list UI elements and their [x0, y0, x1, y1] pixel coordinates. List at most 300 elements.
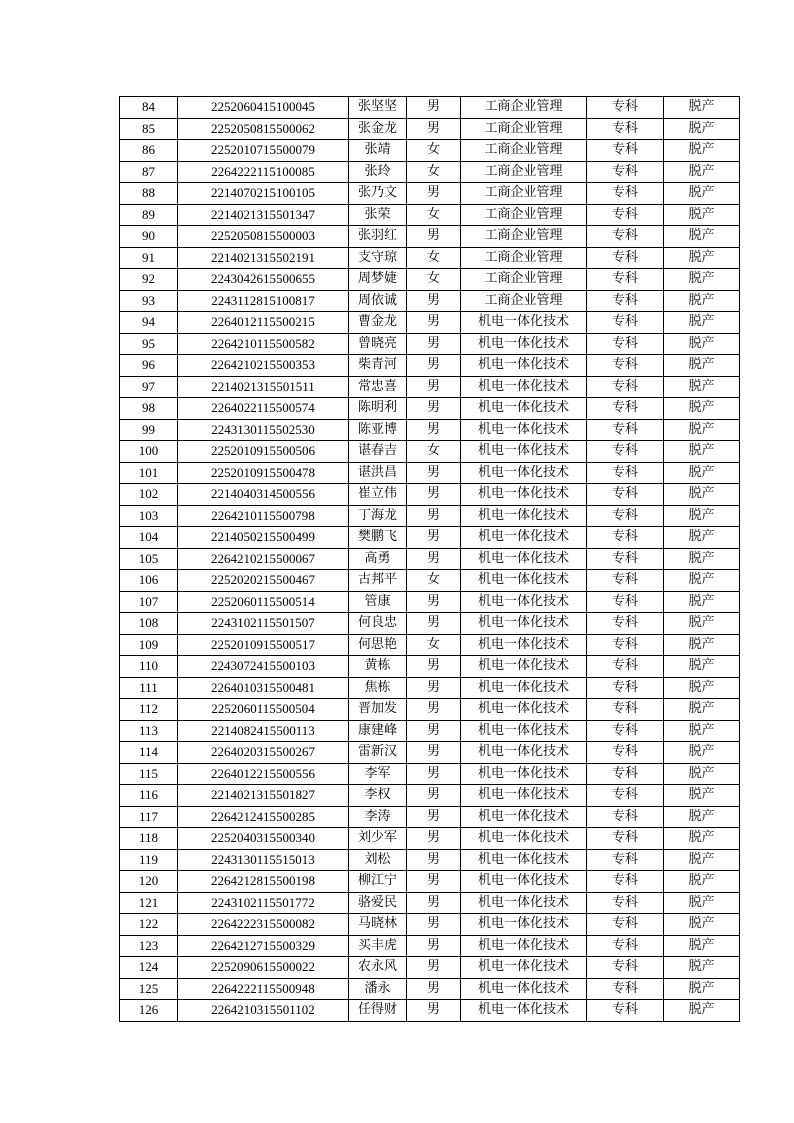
student-id-cell: 2252050815500062: [178, 118, 349, 140]
student-name-cell: 李军: [349, 763, 407, 785]
level-cell: 专科: [587, 634, 664, 656]
level-cell: 专科: [587, 97, 664, 119]
table-row: [120, 140, 740, 162]
student-name-cell: 陈亚博: [349, 419, 407, 441]
row-number-cell: 85: [120, 118, 178, 140]
study-mode-cell: 脱产: [664, 398, 740, 420]
student-name-cell: 谌洪昌: [349, 462, 407, 484]
study-mode-cell: 脱产: [664, 677, 740, 699]
study-mode-cell: 脱产: [664, 591, 740, 613]
study-mode-cell: 脱产: [664, 656, 740, 678]
row-number-cell: 126: [120, 1000, 178, 1022]
gender-cell: 女: [407, 269, 461, 291]
major-cell: 工商企业管理: [461, 161, 587, 183]
level-cell: 专科: [587, 871, 664, 893]
table-row: [120, 204, 740, 226]
row-number-cell: 109: [120, 634, 178, 656]
gender-cell: 男: [407, 419, 461, 441]
student-name-cell: 张玲: [349, 161, 407, 183]
table-row: [120, 892, 740, 914]
major-cell: 工商企业管理: [461, 118, 587, 140]
table-row: [120, 871, 740, 893]
student-id-cell: 2243042615500655: [178, 269, 349, 291]
table-row: [120, 978, 740, 1000]
table-row: [120, 656, 740, 678]
row-number-cell: 88: [120, 183, 178, 205]
level-cell: 专科: [587, 548, 664, 570]
row-number-cell: 122: [120, 914, 178, 936]
level-cell: 专科: [587, 935, 664, 957]
student-id-cell: 2214021315501827: [178, 785, 349, 807]
gender-cell: 男: [407, 806, 461, 828]
level-cell: 专科: [587, 355, 664, 377]
study-mode-cell: 脱产: [664, 269, 740, 291]
level-cell: 专科: [587, 183, 664, 205]
table-row: [120, 247, 740, 269]
study-mode-cell: 脱产: [664, 978, 740, 1000]
gender-cell: 男: [407, 484, 461, 506]
student-id-cell: 2264212815500198: [178, 871, 349, 893]
level-cell: 专科: [587, 591, 664, 613]
student-name-cell: 张荣: [349, 204, 407, 226]
major-cell: 机电一体化技术: [461, 333, 587, 355]
major-cell: 机电一体化技术: [461, 677, 587, 699]
row-number-cell: 89: [120, 204, 178, 226]
table-row: [120, 699, 740, 721]
student-name-cell: 骆爱民: [349, 892, 407, 914]
study-mode-cell: 脱产: [664, 226, 740, 248]
level-cell: 专科: [587, 161, 664, 183]
student-id-cell: 2243102115501772: [178, 892, 349, 914]
student-id-cell: 2252090615500022: [178, 957, 349, 979]
table-row: [120, 226, 740, 248]
student-id-cell: 2264210115500582: [178, 333, 349, 355]
major-cell: 机电一体化技术: [461, 720, 587, 742]
student-name-cell: 樊鹏飞: [349, 527, 407, 549]
row-number-cell: 105: [120, 548, 178, 570]
table-row: [120, 355, 740, 377]
table-row: [120, 634, 740, 656]
row-number-cell: 101: [120, 462, 178, 484]
study-mode-cell: 脱产: [664, 1000, 740, 1022]
major-cell: 机电一体化技术: [461, 828, 587, 850]
row-number-cell: 104: [120, 527, 178, 549]
major-cell: 机电一体化技术: [461, 398, 587, 420]
student-name-cell: 雷新汉: [349, 742, 407, 764]
row-number-cell: 86: [120, 140, 178, 162]
table-row: [120, 849, 740, 871]
table-row: [120, 97, 740, 119]
major-cell: 机电一体化技术: [461, 785, 587, 807]
major-cell: 机电一体化技术: [461, 505, 587, 527]
row-number-cell: 94: [120, 312, 178, 334]
study-mode-cell: 脱产: [664, 871, 740, 893]
table-row: [120, 269, 740, 291]
student-name-cell: 潘永: [349, 978, 407, 1000]
gender-cell: 女: [407, 161, 461, 183]
level-cell: 专科: [587, 978, 664, 1000]
row-number-cell: 96: [120, 355, 178, 377]
student-id-cell: 2264022115500574: [178, 398, 349, 420]
gender-cell: 男: [407, 290, 461, 312]
row-number-cell: 112: [120, 699, 178, 721]
major-cell: 机电一体化技术: [461, 935, 587, 957]
student-name-cell: 常忠喜: [349, 376, 407, 398]
study-mode-cell: 脱产: [664, 806, 740, 828]
level-cell: 专科: [587, 226, 664, 248]
level-cell: 专科: [587, 269, 664, 291]
student-name-cell: 张坚坚: [349, 97, 407, 119]
level-cell: 专科: [587, 441, 664, 463]
major-cell: 机电一体化技术: [461, 548, 587, 570]
student-name-cell: 周梦婕: [349, 269, 407, 291]
major-cell: 机电一体化技术: [461, 355, 587, 377]
level-cell: 专科: [587, 333, 664, 355]
student-id-cell: 2264210215500067: [178, 548, 349, 570]
level-cell: 专科: [587, 785, 664, 807]
major-cell: 机电一体化技术: [461, 763, 587, 785]
student-name-cell: 何良忠: [349, 613, 407, 635]
student-name-cell: 李权: [349, 785, 407, 807]
student-id-cell: 2252010915500506: [178, 441, 349, 463]
table-row: [120, 312, 740, 334]
row-number-cell: 111: [120, 677, 178, 699]
major-cell: 机电一体化技术: [461, 699, 587, 721]
table-row: [120, 527, 740, 549]
gender-cell: 男: [407, 591, 461, 613]
major-cell: 工商企业管理: [461, 269, 587, 291]
table-row: [120, 570, 740, 592]
major-cell: 机电一体化技术: [461, 849, 587, 871]
row-number-cell: 98: [120, 398, 178, 420]
student-id-cell: 2214082415500113: [178, 720, 349, 742]
study-mode-cell: 脱产: [664, 548, 740, 570]
study-mode-cell: 脱产: [664, 935, 740, 957]
level-cell: 专科: [587, 484, 664, 506]
gender-cell: 男: [407, 677, 461, 699]
study-mode-cell: 脱产: [664, 333, 740, 355]
major-cell: 工商企业管理: [461, 204, 587, 226]
row-number-cell: 115: [120, 763, 178, 785]
student-name-cell: 管康: [349, 591, 407, 613]
level-cell: 专科: [587, 1000, 664, 1022]
study-mode-cell: 脱产: [664, 785, 740, 807]
student-name-cell: 任得财: [349, 1000, 407, 1022]
major-cell: 机电一体化技术: [461, 957, 587, 979]
level-cell: 专科: [587, 462, 664, 484]
student-id-cell: 2252060415100045: [178, 97, 349, 119]
row-number-cell: 100: [120, 441, 178, 463]
student-id-cell: 2252010715500079: [178, 140, 349, 162]
level-cell: 专科: [587, 290, 664, 312]
table-row: [120, 957, 740, 979]
student-name-cell: 周依诚: [349, 290, 407, 312]
table-row: [120, 613, 740, 635]
table-row: [120, 914, 740, 936]
level-cell: 专科: [587, 398, 664, 420]
table-row: [120, 505, 740, 527]
study-mode-cell: 脱产: [664, 505, 740, 527]
level-cell: 专科: [587, 505, 664, 527]
study-mode-cell: 脱产: [664, 957, 740, 979]
study-mode-cell: 脱产: [664, 849, 740, 871]
student-id-cell: 2264222115100085: [178, 161, 349, 183]
study-mode-cell: 脱产: [664, 118, 740, 140]
major-cell: 机电一体化技术: [461, 376, 587, 398]
level-cell: 专科: [587, 806, 664, 828]
level-cell: 专科: [587, 204, 664, 226]
level-cell: 专科: [587, 656, 664, 678]
level-cell: 专科: [587, 849, 664, 871]
gender-cell: 男: [407, 613, 461, 635]
row-number-cell: 110: [120, 656, 178, 678]
gender-cell: 女: [407, 140, 461, 162]
student-name-cell: 曹金龙: [349, 312, 407, 334]
gender-cell: 男: [407, 548, 461, 570]
gender-cell: 男: [407, 849, 461, 871]
gender-cell: 男: [407, 785, 461, 807]
row-number-cell: 121: [120, 892, 178, 914]
study-mode-cell: 脱产: [664, 376, 740, 398]
student-id-cell: 2264020315500267: [178, 742, 349, 764]
gender-cell: 男: [407, 957, 461, 979]
row-number-cell: 125: [120, 978, 178, 1000]
student-id-cell: 2243130115502530: [178, 419, 349, 441]
row-number-cell: 108: [120, 613, 178, 635]
study-mode-cell: 脱产: [664, 892, 740, 914]
study-mode-cell: 脱产: [664, 763, 740, 785]
student-name-cell: 支守琼: [349, 247, 407, 269]
study-mode-cell: 脱产: [664, 183, 740, 205]
table-row: [120, 333, 740, 355]
row-number-cell: 117: [120, 806, 178, 828]
roster-body: [120, 97, 740, 1022]
student-name-cell: 古邦平: [349, 570, 407, 592]
table-row: [120, 1000, 740, 1022]
student-name-cell: 康建峰: [349, 720, 407, 742]
study-mode-cell: 脱产: [664, 204, 740, 226]
student-id-cell: 2252060115500514: [178, 591, 349, 613]
study-mode-cell: 脱产: [664, 699, 740, 721]
student-name-cell: 张金龙: [349, 118, 407, 140]
student-name-cell: 曾晓亮: [349, 333, 407, 355]
study-mode-cell: 脱产: [664, 97, 740, 119]
row-number-cell: 87: [120, 161, 178, 183]
row-number-cell: 106: [120, 570, 178, 592]
study-mode-cell: 脱产: [664, 419, 740, 441]
level-cell: 专科: [587, 613, 664, 635]
row-number-cell: 124: [120, 957, 178, 979]
level-cell: 专科: [587, 720, 664, 742]
student-name-cell: 丁海龙: [349, 505, 407, 527]
gender-cell: 男: [407, 398, 461, 420]
student-id-cell: 2252060115500504: [178, 699, 349, 721]
student-id-cell: 2252010915500517: [178, 634, 349, 656]
gender-cell: 男: [407, 892, 461, 914]
row-number-cell: 102: [120, 484, 178, 506]
student-name-cell: 何思艳: [349, 634, 407, 656]
major-cell: 机电一体化技术: [461, 484, 587, 506]
table-row: [120, 376, 740, 398]
study-mode-cell: 脱产: [664, 613, 740, 635]
major-cell: 机电一体化技术: [461, 634, 587, 656]
student-name-cell: 崔立伟: [349, 484, 407, 506]
student-id-cell: 2243130115515013: [178, 849, 349, 871]
gender-cell: 女: [407, 634, 461, 656]
gender-cell: 女: [407, 441, 461, 463]
row-number-cell: 95: [120, 333, 178, 355]
gender-cell: 男: [407, 914, 461, 936]
row-number-cell: 99: [120, 419, 178, 441]
major-cell: 机电一体化技术: [461, 462, 587, 484]
student-id-cell: 2264210115500798: [178, 505, 349, 527]
level-cell: 专科: [587, 312, 664, 334]
student-name-cell: 刘松: [349, 849, 407, 871]
student-name-cell: 晋加发: [349, 699, 407, 721]
student-name-cell: 李涛: [349, 806, 407, 828]
major-cell: 机电一体化技术: [461, 656, 587, 678]
study-mode-cell: 脱产: [664, 290, 740, 312]
student-id-cell: 2264222115500948: [178, 978, 349, 1000]
study-mode-cell: 脱产: [664, 720, 740, 742]
study-mode-cell: 脱产: [664, 355, 740, 377]
row-number-cell: 116: [120, 785, 178, 807]
study-mode-cell: 脱产: [664, 247, 740, 269]
student-roster-table: [119, 96, 740, 1022]
student-id-cell: 2214050215500499: [178, 527, 349, 549]
student-id-cell: 2264210315501102: [178, 1000, 349, 1022]
student-name-cell: 张靖: [349, 140, 407, 162]
level-cell: 专科: [587, 828, 664, 850]
row-number-cell: 120: [120, 871, 178, 893]
table-row: [120, 828, 740, 850]
table-row: [120, 785, 740, 807]
major-cell: 机电一体化技术: [461, 871, 587, 893]
study-mode-cell: 脱产: [664, 161, 740, 183]
table-row: [120, 118, 740, 140]
student-id-cell: 2264010315500481: [178, 677, 349, 699]
student-id-cell: 2214040314500556: [178, 484, 349, 506]
student-id-cell: 2214070215100105: [178, 183, 349, 205]
level-cell: 专科: [587, 677, 664, 699]
gender-cell: 男: [407, 376, 461, 398]
major-cell: 机电一体化技术: [461, 591, 587, 613]
student-id-cell: 2264012215500556: [178, 763, 349, 785]
level-cell: 专科: [587, 140, 664, 162]
level-cell: 专科: [587, 570, 664, 592]
major-cell: 机电一体化技术: [461, 613, 587, 635]
level-cell: 专科: [587, 892, 664, 914]
major-cell: 机电一体化技术: [461, 527, 587, 549]
student-id-cell: 2243102115501507: [178, 613, 349, 635]
gender-cell: 女: [407, 247, 461, 269]
gender-cell: 男: [407, 656, 461, 678]
student-name-cell: 买丰虎: [349, 935, 407, 957]
major-cell: 机电一体化技术: [461, 892, 587, 914]
table-row: [120, 935, 740, 957]
table-row: [120, 763, 740, 785]
row-number-cell: 103: [120, 505, 178, 527]
study-mode-cell: 脱产: [664, 527, 740, 549]
level-cell: 专科: [587, 699, 664, 721]
table-row: [120, 419, 740, 441]
table-row: [120, 183, 740, 205]
gender-cell: 男: [407, 699, 461, 721]
row-number-cell: 119: [120, 849, 178, 871]
row-number-cell: 84: [120, 97, 178, 119]
row-number-cell: 114: [120, 742, 178, 764]
major-cell: 机电一体化技术: [461, 419, 587, 441]
major-cell: 工商企业管理: [461, 247, 587, 269]
major-cell: 机电一体化技术: [461, 806, 587, 828]
student-name-cell: 陈明利: [349, 398, 407, 420]
table-row: [120, 462, 740, 484]
level-cell: 专科: [587, 376, 664, 398]
major-cell: 机电一体化技术: [461, 441, 587, 463]
student-id-cell: 2214021315501347: [178, 204, 349, 226]
level-cell: 专科: [587, 527, 664, 549]
row-number-cell: 113: [120, 720, 178, 742]
gender-cell: 男: [407, 828, 461, 850]
student-id-cell: 2214021315501511: [178, 376, 349, 398]
gender-cell: 男: [407, 527, 461, 549]
table-row: [120, 398, 740, 420]
gender-cell: 男: [407, 462, 461, 484]
row-number-cell: 123: [120, 935, 178, 957]
gender-cell: 男: [407, 333, 461, 355]
row-number-cell: 118: [120, 828, 178, 850]
table-row: [120, 591, 740, 613]
gender-cell: 男: [407, 183, 461, 205]
student-id-cell: 2264210215500353: [178, 355, 349, 377]
student-name-cell: 张羽红: [349, 226, 407, 248]
major-cell: 机电一体化技术: [461, 312, 587, 334]
student-name-cell: 谌春吉: [349, 441, 407, 463]
table-row: [120, 742, 740, 764]
table-row: [120, 677, 740, 699]
gender-cell: 女: [407, 204, 461, 226]
major-cell: 工商企业管理: [461, 97, 587, 119]
row-number-cell: 97: [120, 376, 178, 398]
gender-cell: 男: [407, 742, 461, 764]
student-id-cell: 2264212415500285: [178, 806, 349, 828]
student-name-cell: 柴青河: [349, 355, 407, 377]
level-cell: 专科: [587, 419, 664, 441]
major-cell: 机电一体化技术: [461, 570, 587, 592]
major-cell: 工商企业管理: [461, 140, 587, 162]
major-cell: 工商企业管理: [461, 226, 587, 248]
study-mode-cell: 脱产: [664, 570, 740, 592]
gender-cell: 男: [407, 720, 461, 742]
major-cell: 机电一体化技术: [461, 1000, 587, 1022]
major-cell: 机电一体化技术: [461, 914, 587, 936]
level-cell: 专科: [587, 914, 664, 936]
student-name-cell: 柳江宁: [349, 871, 407, 893]
student-name-cell: 农永风: [349, 957, 407, 979]
student-id-cell: 2252040315500340: [178, 828, 349, 850]
major-cell: 机电一体化技术: [461, 742, 587, 764]
gender-cell: 男: [407, 118, 461, 140]
study-mode-cell: 脱产: [664, 634, 740, 656]
gender-cell: 男: [407, 935, 461, 957]
student-name-cell: 刘少军: [349, 828, 407, 850]
study-mode-cell: 脱产: [664, 742, 740, 764]
table-row: [120, 290, 740, 312]
major-cell: 工商企业管理: [461, 183, 587, 205]
level-cell: 专科: [587, 957, 664, 979]
gender-cell: 男: [407, 763, 461, 785]
gender-cell: 男: [407, 97, 461, 119]
